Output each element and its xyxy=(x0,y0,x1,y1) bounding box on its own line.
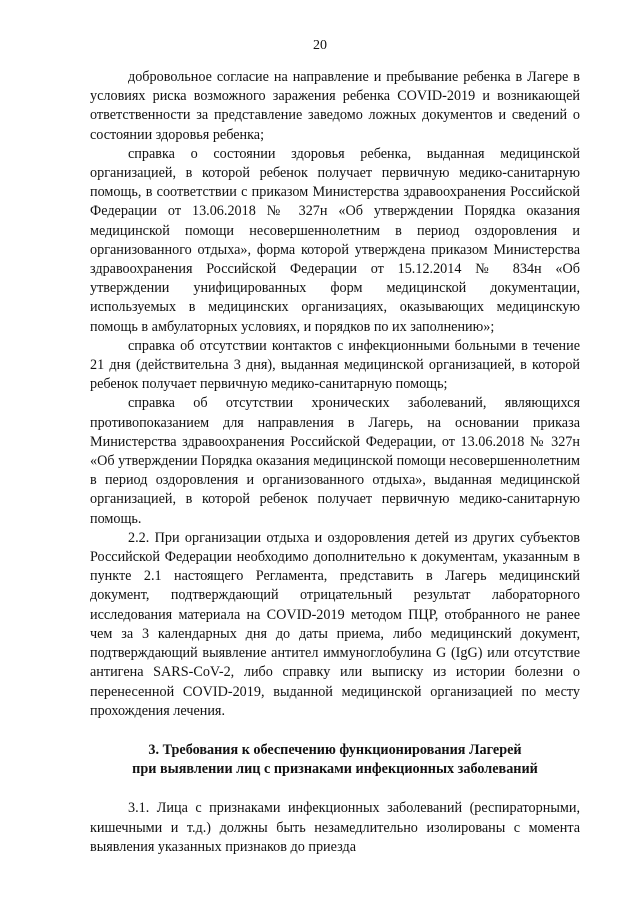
section-3-heading-line1: 3. Требования к обеспечению функционирования Лагерей xyxy=(148,741,522,758)
page-number: 20 xyxy=(313,38,327,53)
paragraph-voluntary-consent: добровольное согласие на направление и пребывание ребенка в Лагере в условиях риска возможного заражения ребенка COVID-2019 и возникающей ответственности за представление заведомо ложных документов и сведений о состоянии здоровья ребенка; xyxy=(90,69,580,143)
section-3-heading-line2: при выявлении лиц с признаками инфекционных заболеваний xyxy=(132,761,538,778)
paragraph-3-1: 3.1. Лица с признаками инфекционных заболеваний (респираторными, кишечными и т.д.) должны быть незамедлительно изолированы с момента выявления указанных признаков до приезда xyxy=(90,800,580,855)
section-3-heading xyxy=(90,741,580,779)
document-body xyxy=(90,68,580,857)
paragraph-2-2: 2.2. При организации отдыха и оздоровления детей из других субъектов Российской Федерации необходимо дополнительно к документам, указанным в пункте 2.1 настоящего Регламента, представить в Лагерь медицинский документ, подтверждающий отрицательный результат лабораторного исследования материала на COVID-2019 методом ПЦР, отобранного не ранее чем за 3 календарных дня до даты приема, либо медицинский документ, подтверждающий выявление антител иммуноглобулина G (IgG) или отсутствие антигена SARS-CoV-2, либо справку или выписку из истории болезни о перенесенной COVID-2019, выданной медицинской организацией по месту прохождения лечения. xyxy=(90,529,580,719)
paragraph-health-certificate: справка о состоянии здоровья ребенка, выданная медицинской организацией, в которой ребенок получает первичную медико-санитарную помощь, в соответствии с приказом Министерства здравоохранения Российской Федерации от 13.06.2018 № 327н «Об утверждении Порядка оказания медицинской помощи несовершеннолетним в период оздоровления и организованного отдыха», форма которой утверждена приказом Министерства здравоохранения Российской Федерации от 15.12.2014 № 834н «Об утверждении унифицированных форм медицинской документации, используемых в медицинских организациях, оказывающих медицинскую помощь в амбулаторных условиях, и порядков по их заполнению»; xyxy=(90,145,580,335)
paragraph-no-contacts-certificate: справка об отсутствии контактов с инфекционными больными в течение 21 дня (действительна 3 дня), выданная медицинской организацией, в которой ребенок получает первичную медико-санитарную помощь; xyxy=(90,337,580,393)
paragraph-no-chronic-diseases-certificate: справка об отсутствии хронических заболеваний, являющихся противопоказанием для направления в Лагерь, на основании приказа Министерства здравоохранения Российской Федерации, от 13.06.2018 № 327н «Об утверждении Порядка оказания медицинской помощи несовершеннолетним в период оздоровления и организованного отдыха», выданная медицинской организацией, в которой ребенок получает первичную медико-санитарную помощь. xyxy=(90,395,580,527)
